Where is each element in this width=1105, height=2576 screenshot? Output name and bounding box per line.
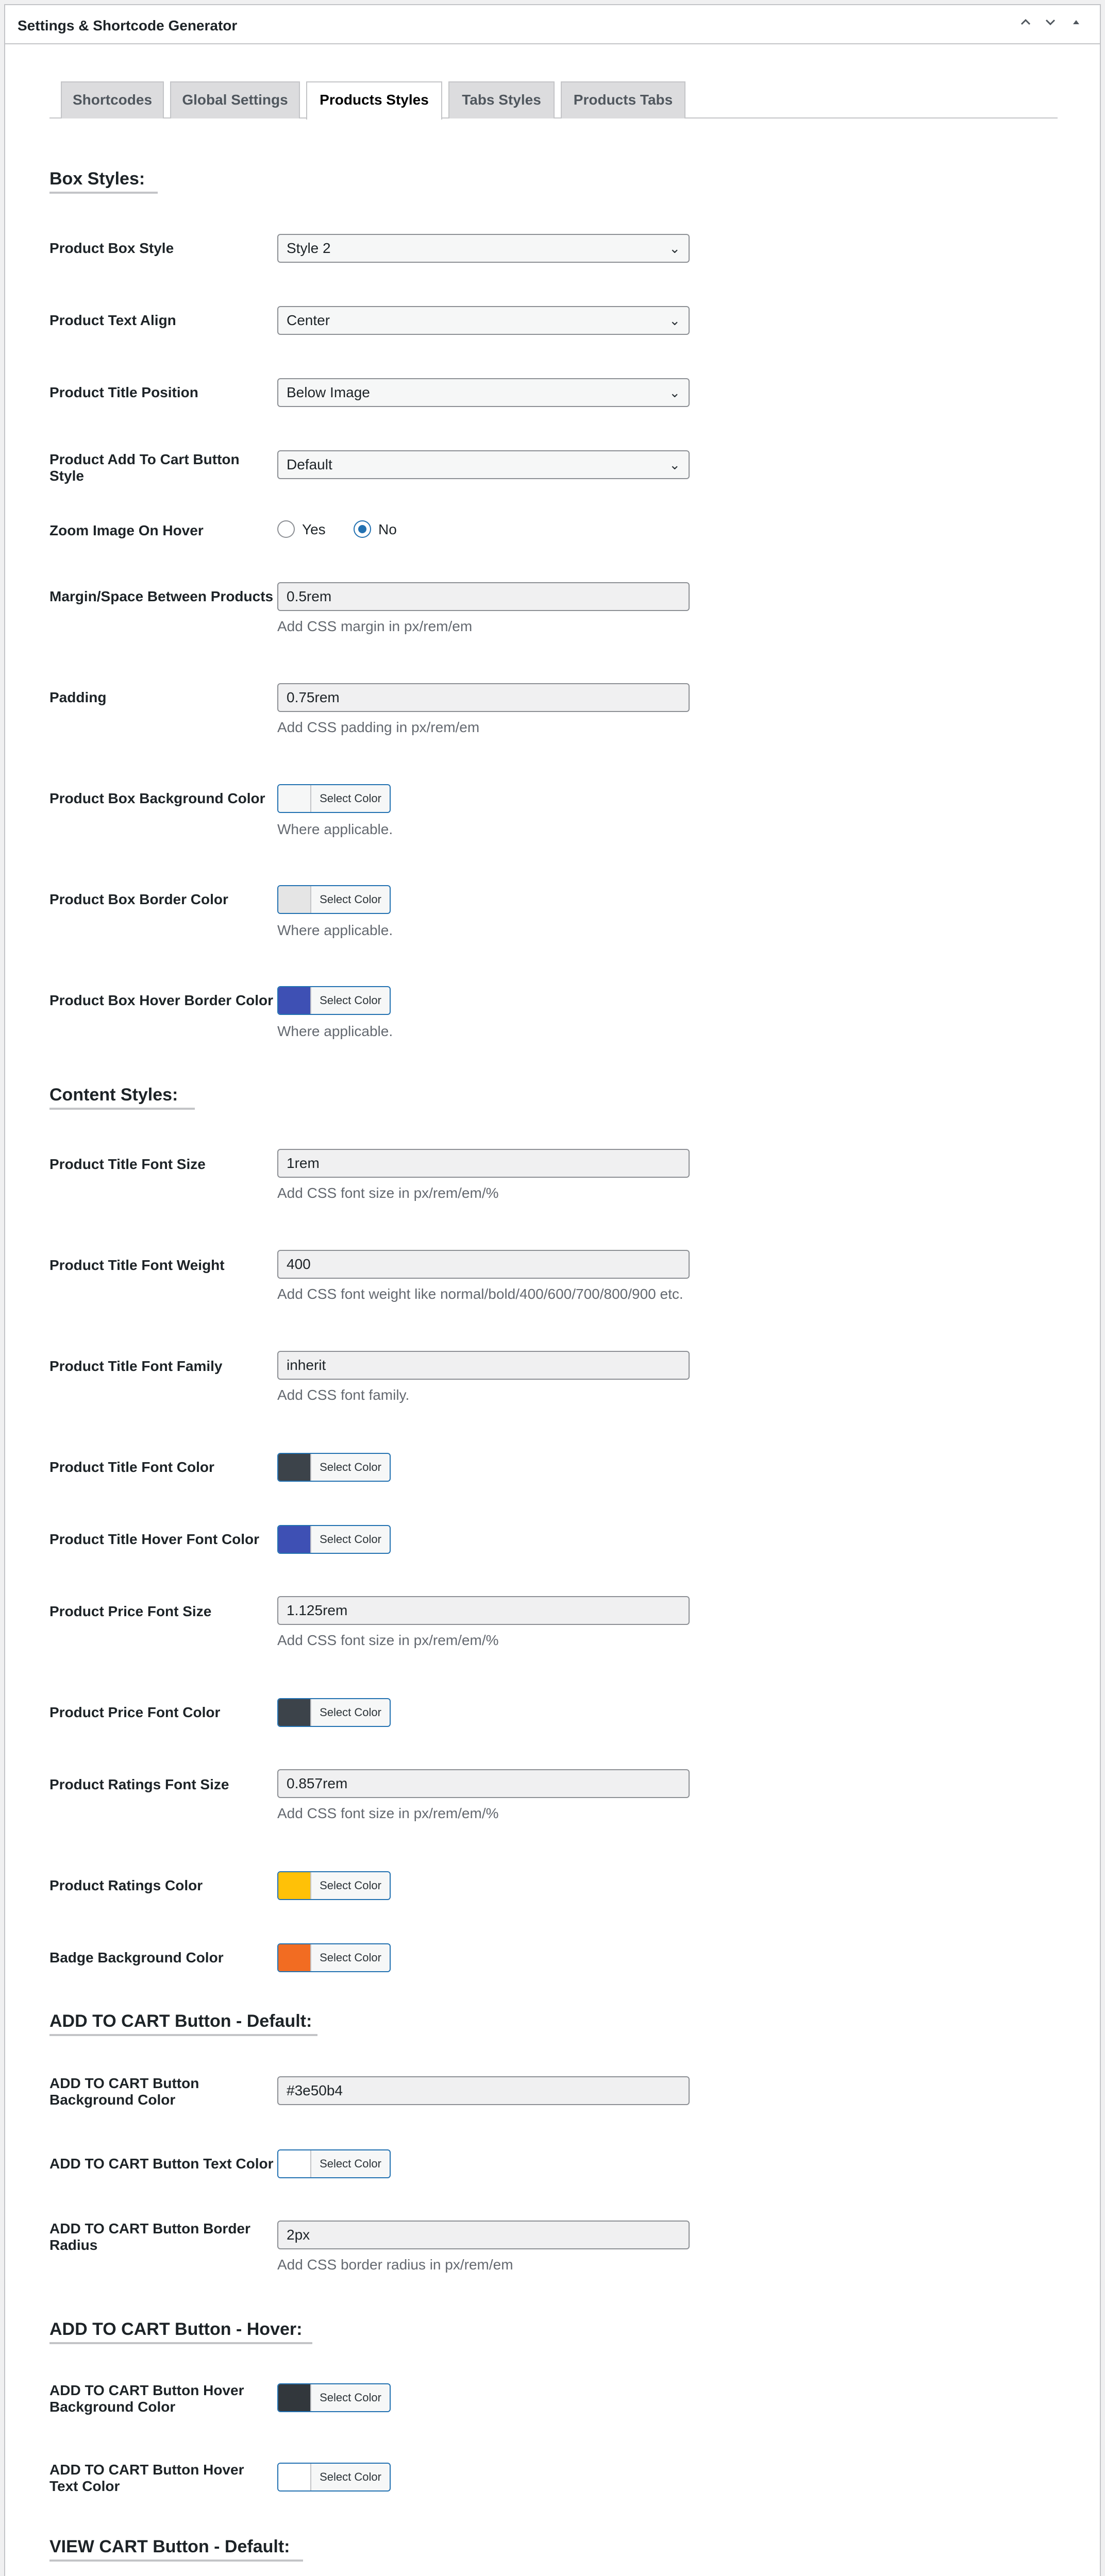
chevron-down-icon[interactable] xyxy=(1040,14,1061,35)
select-value: Below Image xyxy=(287,384,370,400)
product-box-style-label: Product Box Style xyxy=(49,240,174,256)
section-divider xyxy=(49,2342,312,2344)
title-font-weight-description: Add CSS font weight like normal/bold/400/600/700/800/900 etc. xyxy=(277,1286,683,1302)
section-divider xyxy=(49,192,158,194)
triangle-up-icon[interactable] xyxy=(1066,14,1086,35)
box-hover-border-color-button[interactable] xyxy=(277,986,391,1015)
box-bg-color-description: Where applicable. xyxy=(277,821,393,837)
select-value: Default xyxy=(287,456,332,472)
select-color-label: Select Color xyxy=(320,2157,381,2170)
title-font-family-input[interactable]: inherit xyxy=(277,1351,690,1380)
title-font-size-label: Product Title Font Size xyxy=(49,1156,206,1172)
price-font-size-input[interactable]: 1.125rem xyxy=(277,1596,690,1625)
badge-bg-color-label: Badge Background Color xyxy=(49,1950,224,1965)
product-title-position-select[interactable] xyxy=(277,378,690,407)
color-swatch xyxy=(278,2150,311,2177)
title-font-family-description: Add CSS font family. xyxy=(277,1387,410,1403)
price-font-color-button[interactable] xyxy=(277,1698,391,1727)
color-swatch xyxy=(278,1526,311,1553)
atc-hover-bg-color-button[interactable] xyxy=(277,2383,391,2412)
select-color-label: Select Color xyxy=(320,893,381,906)
title-font-family-label: Product Title Font Family xyxy=(49,1358,223,1374)
color-swatch xyxy=(278,1944,311,1971)
color-swatch xyxy=(278,886,311,913)
atc-border-radius-description: Add CSS border radius in px/rem/em xyxy=(277,2257,513,2273)
chevron-down-icon: ⌄ xyxy=(669,385,680,400)
margin-description: Add CSS margin in px/rem/em xyxy=(277,618,473,634)
color-swatch xyxy=(278,1454,311,1481)
box-border-color-button[interactable] xyxy=(277,885,391,914)
tab-shortcodes[interactable]: Shortcodes xyxy=(61,81,164,118)
product-text-align-label: Product Text Align xyxy=(49,312,176,328)
select-color-label: Select Color xyxy=(320,1706,381,1719)
ratings-color-label: Product Ratings Color xyxy=(49,1877,203,1893)
margin-label: Margin/Space Between Products xyxy=(49,588,274,604)
ratings-font-size-label: Product Ratings Font Size xyxy=(49,1776,229,1792)
section-divider xyxy=(49,2560,303,2562)
badge-bg-color-button[interactable] xyxy=(277,1943,391,1972)
title-hover-color-label: Product Title Hover Font Color xyxy=(49,1531,260,1547)
content-styles-heading: Content Styles: xyxy=(49,1085,178,1105)
atc-bg-color-label: ADD TO CART Button Background Color xyxy=(49,2075,199,2108)
select-color-label: Select Color xyxy=(320,1533,381,1546)
color-swatch xyxy=(278,1699,311,1726)
postbox-title: Settings & Shortcode Generator xyxy=(18,18,238,33)
atc-border-radius-label: ADD TO CART Button Border Radius xyxy=(49,2221,250,2253)
title-hover-color-button[interactable] xyxy=(277,1525,391,1554)
section-divider xyxy=(49,1108,195,1110)
box-bg-color-label: Product Box Background Color xyxy=(49,790,265,806)
box-border-color-description: Where applicable. xyxy=(277,922,393,938)
add-to-cart-default-heading: ADD TO CART Button - Default: xyxy=(49,2011,312,2031)
color-swatch xyxy=(278,987,311,1014)
title-font-color-label: Product Title Font Color xyxy=(49,1459,214,1475)
add-to-cart-style-label: Product Add To Cart Button Style xyxy=(49,451,240,484)
ratings-font-size-description: Add CSS font size in px/rem/em/% xyxy=(277,1805,499,1821)
zoom-no-radio[interactable] xyxy=(354,520,371,538)
zoom-image-label: Zoom Image On Hover xyxy=(49,522,204,538)
section-divider xyxy=(49,2034,317,2036)
padding-label: Padding xyxy=(49,689,107,705)
color-swatch xyxy=(278,2384,311,2411)
tab-tabs-styles[interactable]: Tabs Styles xyxy=(448,81,555,118)
price-font-size-description: Add CSS font size in px/rem/em/% xyxy=(277,1632,499,1648)
select-color-label: Select Color xyxy=(320,1879,381,1892)
price-font-color-label: Product Price Font Color xyxy=(49,1704,221,1720)
padding-description: Add CSS padding in px/rem/em xyxy=(277,719,480,735)
atc-text-color-label: ADD TO CART Button Text Color xyxy=(49,2156,274,2172)
select-color-label: Select Color xyxy=(320,1461,381,1473)
zoom-no-label: No xyxy=(378,521,397,537)
select-value: Style 2 xyxy=(287,240,331,256)
select-color-label: Select Color xyxy=(320,2391,381,2404)
tab-products-tabs[interactable]: Products Tabs xyxy=(561,81,685,118)
add-to-cart-hover-heading: ADD TO CART Button - Hover: xyxy=(49,2319,303,2339)
atc-hover-bg-color-label: ADD TO CART Button Hover Background Color xyxy=(49,2382,244,2415)
select-value: Center xyxy=(287,312,330,328)
select-color-label: Select Color xyxy=(320,994,381,1007)
title-font-size-input[interactable]: 1rem xyxy=(277,1149,690,1178)
box-hover-border-color-description: Where applicable. xyxy=(277,1023,393,1039)
zoom-yes-radio[interactable] xyxy=(277,520,295,538)
select-color-label: Select Color xyxy=(320,1951,381,1964)
padding-input[interactable]: 0.75rem xyxy=(277,683,690,712)
zoom-yes-label: Yes xyxy=(302,521,326,537)
atc-hover-text-color-label: ADD TO CART Button Hover Text Color xyxy=(49,2462,244,2494)
title-font-size-description: Add CSS font size in px/rem/em/% xyxy=(277,1185,499,1201)
product-title-position-label: Product Title Position xyxy=(49,384,198,400)
box-border-color-label: Product Box Border Color xyxy=(49,891,228,907)
box-bg-color-button[interactable] xyxy=(277,784,391,813)
title-font-color-button[interactable] xyxy=(277,1453,391,1482)
atc-border-radius-input[interactable]: 2px xyxy=(277,2221,690,2249)
chevron-down-icon: ⌄ xyxy=(669,313,680,328)
color-swatch xyxy=(278,1872,311,1899)
box-styles-heading: Box Styles: xyxy=(49,169,145,189)
select-color-label: Select Color xyxy=(320,2470,381,2483)
zoom-image-radio-group xyxy=(277,520,432,541)
box-hover-border-color-label: Product Box Hover Border Color xyxy=(49,992,274,1008)
tab-global-settings[interactable]: Global Settings xyxy=(170,81,300,118)
color-swatch xyxy=(278,2464,311,2490)
view-cart-default-heading: VIEW CART Button - Default: xyxy=(49,2537,290,2556)
price-font-size-label: Product Price Font Size xyxy=(49,1603,212,1619)
postbox-header xyxy=(5,5,1100,44)
tab-products-styles[interactable]: Products Styles xyxy=(306,81,442,120)
color-swatch xyxy=(278,785,311,812)
chevron-down-icon: ⌄ xyxy=(669,457,680,472)
select-color-label: Select Color xyxy=(320,792,381,805)
ratings-color-button[interactable] xyxy=(277,1871,391,1900)
atc-bg-color-input[interactable]: #3e50b4 xyxy=(277,2076,690,2105)
margin-input[interactable]: 0.5rem xyxy=(277,582,690,611)
ratings-font-size-input[interactable]: 0.857rem xyxy=(277,1769,690,1798)
chevron-up-icon[interactable] xyxy=(1015,14,1036,35)
atc-text-color-button[interactable] xyxy=(277,2149,391,2178)
product-box-style-select[interactable] xyxy=(277,234,690,263)
title-font-weight-label: Product Title Font Weight xyxy=(49,1257,225,1273)
add-to-cart-style-select[interactable] xyxy=(277,450,690,479)
nav-tabs xyxy=(49,76,1058,118)
atc-hover-text-color-button[interactable] xyxy=(277,2463,391,2492)
product-text-align-select[interactable] xyxy=(277,306,690,335)
title-font-weight-input[interactable]: 400 xyxy=(277,1250,690,1279)
chevron-down-icon: ⌄ xyxy=(669,241,680,256)
